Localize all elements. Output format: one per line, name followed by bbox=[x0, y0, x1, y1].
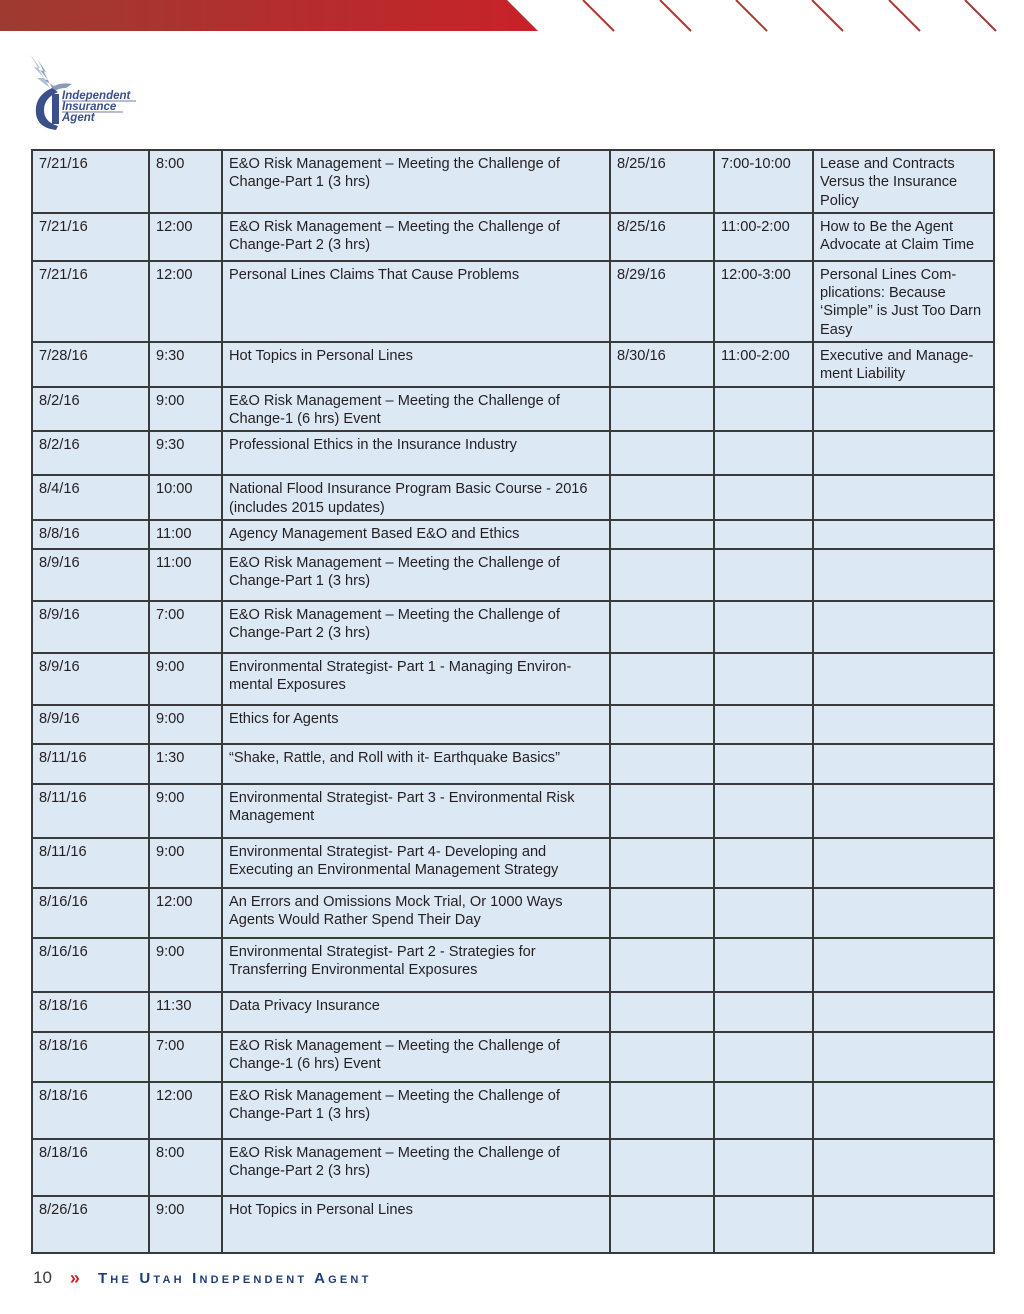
cell-course-1: E&O Risk Management – Meeting the Challenge of Change-1 (6 hrs) Event bbox=[222, 387, 610, 432]
cell-time-2: 12:00-3:00 bbox=[714, 261, 813, 342]
cell-time-2: 11:00-2:00 bbox=[714, 342, 813, 387]
cell-time-2 bbox=[714, 744, 813, 784]
page-number: 10 bbox=[33, 1268, 52, 1287]
cell-course-2 bbox=[813, 705, 994, 744]
table-row bbox=[32, 150, 994, 213]
cell-date-2 bbox=[610, 653, 714, 705]
cell-course-2 bbox=[813, 520, 994, 549]
cell-course-2: Personal Lines Com-plications: Because ‘Simple” is Just Too Darn Easy bbox=[813, 261, 994, 342]
cell-time-1: 11:00 bbox=[149, 549, 222, 601]
cell-date-2 bbox=[610, 888, 714, 938]
cell-date-1: 7/21/16 bbox=[32, 261, 149, 342]
cell-time-1: 9:00 bbox=[149, 387, 222, 432]
cell-date-2 bbox=[610, 549, 714, 601]
cell-time-2 bbox=[714, 1032, 813, 1082]
cell-date-1: 8/9/16 bbox=[32, 653, 149, 705]
svg-text:Independent: Independent bbox=[62, 90, 131, 102]
svg-text:Insurance: Insurance bbox=[62, 101, 117, 113]
cell-date-1: 8/16/16 bbox=[32, 938, 149, 992]
course-schedule-table bbox=[31, 149, 995, 1254]
cell-date-1: 8/18/16 bbox=[32, 1032, 149, 1082]
cell-time-1: 9:30 bbox=[149, 431, 222, 475]
cell-time-1: 9:00 bbox=[149, 784, 222, 838]
cell-time-1: 9:00 bbox=[149, 838, 222, 888]
cell-course-2 bbox=[813, 1082, 994, 1139]
cell-course-1: Hot Topics in Personal Lines bbox=[222, 1196, 610, 1253]
cell-date-2 bbox=[610, 744, 714, 784]
table-row bbox=[32, 601, 994, 653]
cell-date-2 bbox=[610, 705, 714, 744]
table-row bbox=[32, 888, 994, 938]
cell-date-1: 8/11/16 bbox=[32, 838, 149, 888]
cell-date-2 bbox=[610, 475, 714, 520]
table-row bbox=[32, 431, 994, 475]
cell-date-2 bbox=[610, 1032, 714, 1082]
cell-date-1: 8/9/16 bbox=[32, 549, 149, 601]
cell-time-2 bbox=[714, 387, 813, 432]
table-row bbox=[32, 653, 994, 705]
cell-time-2 bbox=[714, 601, 813, 653]
cell-course-2 bbox=[813, 601, 994, 653]
cell-date-1: 8/11/16 bbox=[32, 744, 149, 784]
cell-date-2 bbox=[610, 992, 714, 1032]
cell-time-1: 9:30 bbox=[149, 342, 222, 387]
cell-time-1: 8:00 bbox=[149, 150, 222, 213]
table-row bbox=[32, 213, 994, 261]
cell-course-2: How to Be the Agent Advocate at Claim Time bbox=[813, 213, 994, 261]
cell-date-1: 8/2/16 bbox=[32, 431, 149, 475]
cell-time-2 bbox=[714, 784, 813, 838]
cell-time-2 bbox=[714, 838, 813, 888]
cell-course-1: “Shake, Rattle, and Roll with it- Earthquake Basics” bbox=[222, 744, 610, 784]
cell-time-2 bbox=[714, 705, 813, 744]
cell-course-2 bbox=[813, 938, 994, 992]
cell-time-1: 12:00 bbox=[149, 213, 222, 261]
cell-date-1: 8/11/16 bbox=[32, 784, 149, 838]
cell-time-1: 12:00 bbox=[149, 888, 222, 938]
cell-time-2 bbox=[714, 1196, 813, 1253]
cell-time-2: 11:00-2:00 bbox=[714, 213, 813, 261]
cell-course-1: E&O Risk Management – Meeting the Challenge of Change-Part 2 (3 hrs) bbox=[222, 601, 610, 653]
cell-course-2 bbox=[813, 784, 994, 838]
cell-date-2 bbox=[610, 387, 714, 432]
cell-time-1: 11:00 bbox=[149, 520, 222, 549]
table-row bbox=[32, 838, 994, 888]
cell-time-1: 7:00 bbox=[149, 601, 222, 653]
cell-time-1: 1:30 bbox=[149, 744, 222, 784]
cell-date-1: 8/16/16 bbox=[32, 888, 149, 938]
independent-insurance-agent-logo bbox=[28, 50, 158, 134]
table-row bbox=[32, 784, 994, 838]
cell-date-1: 8/18/16 bbox=[32, 1139, 149, 1196]
cell-time-1: 12:00 bbox=[149, 261, 222, 342]
table-row bbox=[32, 549, 994, 601]
cell-date-2 bbox=[610, 1139, 714, 1196]
cell-course-1: Data Privacy Insurance bbox=[222, 992, 610, 1032]
cell-date-2: 8/25/16 bbox=[610, 150, 714, 213]
cell-course-2: Executive and Manage-ment Liability bbox=[813, 342, 994, 387]
cell-date-2 bbox=[610, 784, 714, 838]
cell-course-2 bbox=[813, 838, 994, 888]
table-row bbox=[32, 938, 994, 992]
cell-course-2 bbox=[813, 549, 994, 601]
cell-course-1: E&O Risk Management – Meeting the Challenge of Change-Part 1 (3 hrs) bbox=[222, 549, 610, 601]
cell-date-1: 7/21/16 bbox=[32, 150, 149, 213]
publication-title: The Utah Independent Agent bbox=[97, 1269, 372, 1287]
cell-date-2 bbox=[610, 1082, 714, 1139]
cell-course-2: Lease and Contracts Versus the Insurance Policy bbox=[813, 150, 994, 213]
cell-course-2 bbox=[813, 1139, 994, 1196]
cell-time-1: 11:30 bbox=[149, 992, 222, 1032]
cell-time-2 bbox=[714, 520, 813, 549]
cell-time-1: 9:00 bbox=[149, 938, 222, 992]
cell-date-1: 7/28/16 bbox=[32, 342, 149, 387]
table-row bbox=[32, 520, 994, 549]
cell-course-1: Environmental Strategist- Part 4- Developing and Executing an Environmental Management Strategy bbox=[222, 838, 610, 888]
cell-course-2 bbox=[813, 992, 994, 1032]
cell-time-1: 9:00 bbox=[149, 1196, 222, 1253]
cell-course-1: Environmental Strategist- Part 3 - Environmental Risk Management bbox=[222, 784, 610, 838]
cell-date-2 bbox=[610, 520, 714, 549]
table-row bbox=[32, 705, 994, 744]
table-row bbox=[32, 261, 994, 342]
cell-course-2 bbox=[813, 387, 994, 432]
cell-time-2 bbox=[714, 992, 813, 1032]
table-row bbox=[32, 1139, 994, 1196]
table-row bbox=[32, 1196, 994, 1253]
cell-time-2 bbox=[714, 888, 813, 938]
cell-date-1: 8/2/16 bbox=[32, 387, 149, 432]
cell-date-1: 8/4/16 bbox=[32, 475, 149, 520]
table-row bbox=[32, 342, 994, 387]
cell-date-1: 8/9/16 bbox=[32, 601, 149, 653]
cell-time-2 bbox=[714, 549, 813, 601]
cell-course-2 bbox=[813, 653, 994, 705]
table-row bbox=[32, 387, 994, 432]
cell-course-1: E&O Risk Management – Meeting the Challenge of Change-1 (6 hrs) Event bbox=[222, 1032, 610, 1082]
cell-course-2 bbox=[813, 888, 994, 938]
top-decorative-band bbox=[0, 0, 1024, 32]
cell-course-2 bbox=[813, 1196, 994, 1253]
cell-course-2 bbox=[813, 475, 994, 520]
cell-course-1: An Errors and Omissions Mock Trial, Or 1000 Ways Agents Would Rather Spend Their Day bbox=[222, 888, 610, 938]
cell-course-2 bbox=[813, 1032, 994, 1082]
cell-date-2: 8/29/16 bbox=[610, 261, 714, 342]
cell-date-2 bbox=[610, 838, 714, 888]
table-row bbox=[32, 1082, 994, 1139]
cell-time-2 bbox=[714, 475, 813, 520]
cell-time-2 bbox=[714, 1082, 813, 1139]
cell-date-1: 8/9/16 bbox=[32, 705, 149, 744]
cell-course-1: Professional Ethics in the Insurance Industry bbox=[222, 431, 610, 475]
cell-date-2 bbox=[610, 431, 714, 475]
cell-date-1: 8/18/16 bbox=[32, 1082, 149, 1139]
cell-course-1: E&O Risk Management – Meeting the Challenge of Change-Part 2 (3 hrs) bbox=[222, 1139, 610, 1196]
schedule-body bbox=[32, 150, 994, 1253]
cell-course-1: Environmental Strategist- Part 1 - Managing Environ-mental Exposures bbox=[222, 653, 610, 705]
cell-course-1: National Flood Insurance Program Basic Course - 2016 (includes 2015 updates) bbox=[222, 475, 610, 520]
cell-course-1: Personal Lines Claims That Cause Problems bbox=[222, 261, 610, 342]
table-row bbox=[32, 1032, 994, 1082]
double-chevron-icon: » bbox=[69, 1267, 80, 1288]
cell-date-1: 8/8/16 bbox=[32, 520, 149, 549]
cell-course-1: E&O Risk Management – Meeting the Challenge of Change-Part 2 (3 hrs) bbox=[222, 213, 610, 261]
cell-date-1: 8/18/16 bbox=[32, 992, 149, 1032]
cell-course-2 bbox=[813, 431, 994, 475]
table-row bbox=[32, 992, 994, 1032]
cell-course-1: Environmental Strategist- Part 2 - Strategies for Transferring Environmental Exposures bbox=[222, 938, 610, 992]
table-row bbox=[32, 744, 994, 784]
page-footer bbox=[33, 1266, 372, 1290]
cell-time-2 bbox=[714, 431, 813, 475]
cell-date-2: 8/25/16 bbox=[610, 213, 714, 261]
cell-date-2 bbox=[610, 601, 714, 653]
cell-time-2: 7:00-10:00 bbox=[714, 150, 813, 213]
cell-time-1: 7:00 bbox=[149, 1032, 222, 1082]
cell-course-2 bbox=[813, 744, 994, 784]
cell-time-2 bbox=[714, 938, 813, 992]
cell-course-1: E&O Risk Management – Meeting the Challenge of Change-Part 1 (3 hrs) bbox=[222, 150, 610, 213]
cell-date-2 bbox=[610, 938, 714, 992]
cell-date-1: 8/26/16 bbox=[32, 1196, 149, 1253]
cell-time-2 bbox=[714, 1139, 813, 1196]
cell-course-1: E&O Risk Management – Meeting the Challenge of Change-Part 1 (3 hrs) bbox=[222, 1082, 610, 1139]
cell-course-1: Ethics for Agents bbox=[222, 705, 610, 744]
cell-course-1: Agency Management Based E&O and Ethics bbox=[222, 520, 610, 549]
table-row bbox=[32, 475, 994, 520]
cell-course-1: Hot Topics in Personal Lines bbox=[222, 342, 610, 387]
cell-time-1: 9:00 bbox=[149, 653, 222, 705]
cell-date-1: 7/21/16 bbox=[32, 213, 149, 261]
cell-time-1: 10:00 bbox=[149, 475, 222, 520]
cell-time-1: 9:00 bbox=[149, 705, 222, 744]
svg-text:Agent: Agent bbox=[62, 112, 95, 124]
cell-time-1: 8:00 bbox=[149, 1139, 222, 1196]
cell-time-1: 12:00 bbox=[149, 1082, 222, 1139]
cell-date-2: 8/30/16 bbox=[610, 342, 714, 387]
cell-time-2 bbox=[714, 653, 813, 705]
cell-date-2 bbox=[610, 1196, 714, 1253]
